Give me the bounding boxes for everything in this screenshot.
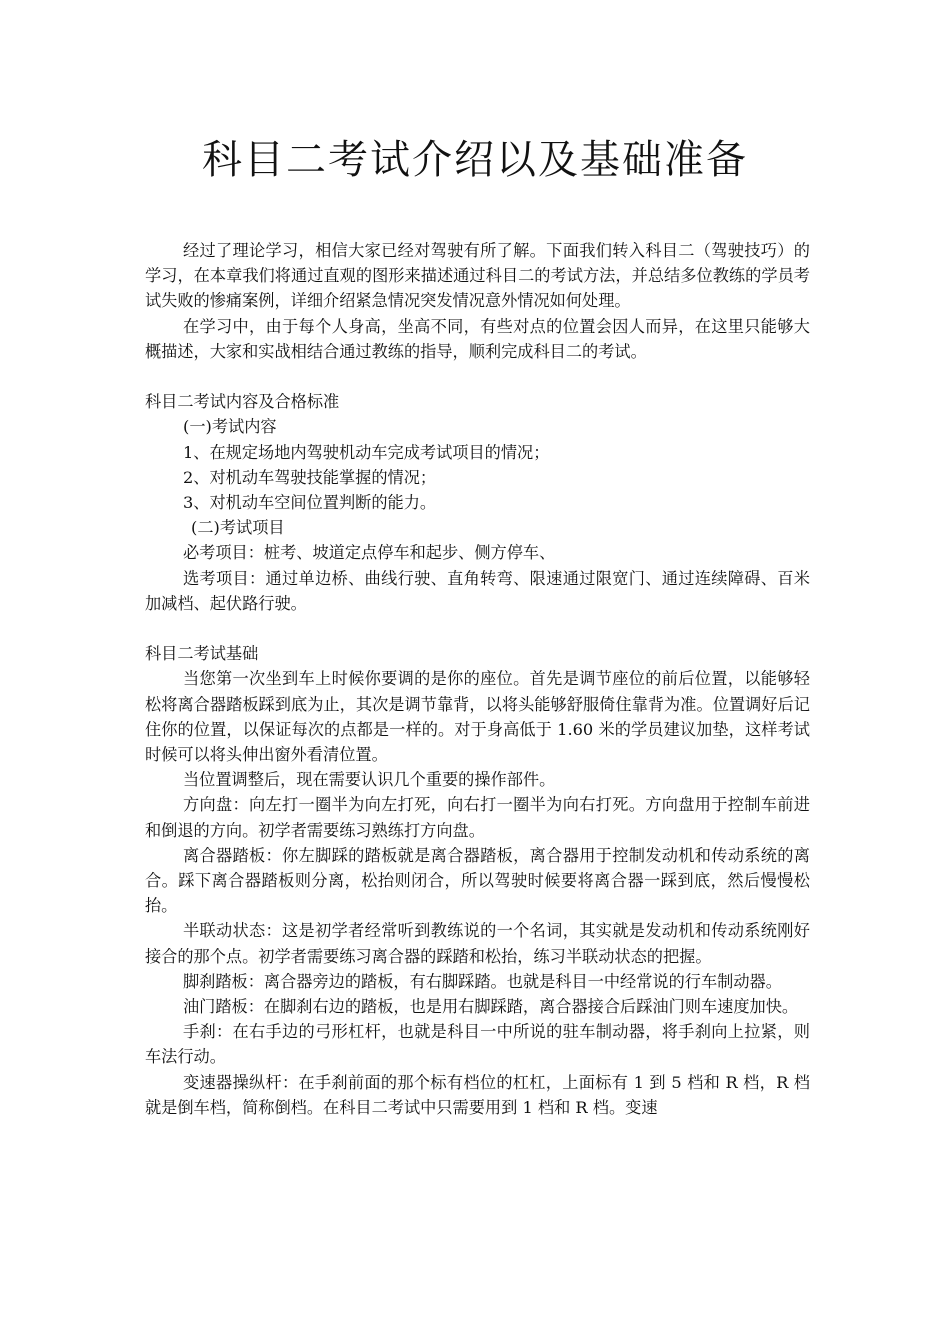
body-paragraph: 方向盘：向左打一圈半为向左打死，向右打一圈半为向右打死。方向盘用于控制车前进和倒退的方向。初学者需要练习熟练打方向盘。 xyxy=(145,795,810,840)
intro-paragraph: 在学习中，由于每个人身高，坐高不同，有些对点的位置会因人而异，在这里只能够大概描述，大家和实战相结合通过教练的指导，顺利完成科目二的考试。 xyxy=(145,316,810,361)
required-items: 必考项目：桩考、坡道定点停车和起步、侧方停车、 xyxy=(183,543,556,563)
body-paragraph: 当位置调整后，现在需要认识几个重要的操作部件。 xyxy=(183,770,556,790)
list-item: 3、对机动车空间位置判断的能力。 xyxy=(183,493,437,513)
section-heading: 科目二考试内容及合格标准 xyxy=(145,392,340,412)
body-paragraph: 油门踏板：在脚刹右边的踏板，也是用右脚踩踏，离合器接合后踩油门则车速度加快。 xyxy=(183,997,799,1017)
list-item: 2、对机动车驾驶技能掌握的情况； xyxy=(183,467,437,487)
spacer xyxy=(145,364,810,389)
section-heading: 科目二考试基础 xyxy=(145,644,259,664)
body-paragraph: 脚刹踏板：离合器旁边的踏板，有右脚踩踏。也就是科目一中经常说的行车制动器。 xyxy=(183,971,782,991)
document-body xyxy=(145,238,810,1120)
body-paragraph: 手刹：在右手边的弓形杠杆，也就是科目一中所说的驻车制动器，将手刹向上拉紧，则车法行动。 xyxy=(145,1022,810,1067)
spacer xyxy=(145,616,810,641)
subsection-heading: (一)考试内容 xyxy=(183,417,277,437)
body-paragraph: 当您第一次坐到车上时候你要调的是你的座位。首先是调节座位的前后位置，以能够轻松将离合器踏板踩到底为止，其次是调节靠背，以将头能够舒服倚住靠背为准。位置调好后记住你的位置，以保证每次的点都是一样的。对于身高低于 1.60 米的学员建议加垫，这样考试时候可以将头伸出窗外看清位置。 xyxy=(145,669,810,765)
subsection-heading: (二)考试项目 xyxy=(191,518,285,538)
body-paragraph: 变速器操纵杆：在手刹前面的那个标有档位的杠杠，上面标有 1 到 5 档和 R 档，R 档就是倒车档，简称倒档。在科目二考试中只需要用到 1 档和 R 档。变速 xyxy=(145,1072,810,1117)
optional-items: 选考项目：通过单边桥、曲线行驶、直角转弯、限速通过限宽门、通过连续障碍、百米加减档、起伏路行驶。 xyxy=(145,568,810,613)
body-paragraph: 半联动状态：这是初学者经常听到教练说的一个名词，其实就是发动机和传动系统刚好接合的那个点。初学者需要练习离合器的踩踏和松抬，练习半联动状态的把握。 xyxy=(145,921,810,966)
intro-paragraph: 经过了理论学习，相信大家已经对驾驶有所了解。下面我们转入科目二（驾驶技巧）的学习，在本章我们将通过直观的图形来描述通过科目二的考试方法，并总结多位教练的学员考试失败的惨痛案例，详细介绍紧急情况突发情况意外情况如何处理。 xyxy=(145,241,810,311)
page-title: 科目二考试介绍以及基础准备 xyxy=(202,137,748,183)
list-item: 1、在规定场地内驾驶机动车完成考试项目的情况； xyxy=(183,442,550,462)
body-paragraph: 离合器踏板：你左脚踩的踏板就是离合器踏板，离合器用于控制发动机和传动系统的离合。踩下离合器踏板则分离，松抬则闭合，所以驾驶时候要将离合器一踩到底，然后慢慢松抬。 xyxy=(145,845,810,916)
